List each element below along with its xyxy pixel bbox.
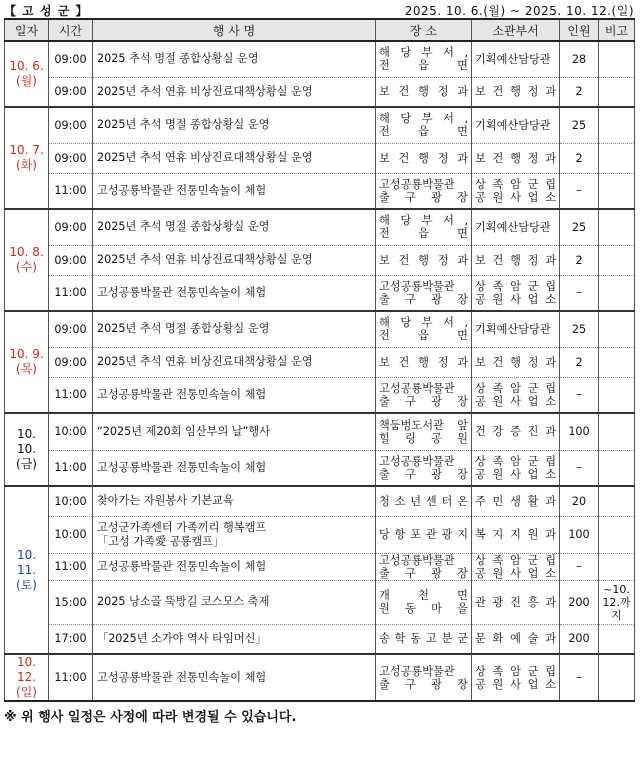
time-cell: 11:00 [49, 275, 93, 311]
place-cell: 해 당 부 서 , 전 읍 면 [376, 209, 472, 245]
time-cell: 11:00 [49, 450, 93, 486]
attendee-count-cell: 25 [560, 107, 599, 143]
time-cell: 11:00 [49, 377, 93, 413]
time-cell: 09:00 [49, 209, 93, 245]
col-time: 시간 [49, 19, 93, 41]
event-name-cell: 찾아가는 자원봉사 기본교육 [93, 486, 376, 516]
col-event: 행 사 명 [93, 19, 376, 41]
day-date-cell: 10. 12. (일) [5, 654, 49, 701]
place-cell: 해 당 부 서 , 전 읍 면 [376, 107, 472, 143]
time-cell: 09:00 [49, 245, 93, 275]
place-cell: 송 학 동 고 분 군 [376, 624, 472, 654]
time-cell: 09:00 [49, 107, 93, 143]
place-cell: 고성공룡박물관 출 구 광 장 [376, 553, 472, 580]
place-cell: 당 항 포 관 광 지 [376, 516, 472, 553]
table-row [5, 377, 635, 413]
department-cell: 기획예산담당관 [472, 311, 560, 347]
time-cell: 11:00 [49, 173, 93, 209]
note-cell [599, 654, 635, 701]
table-row [5, 311, 635, 347]
note-cell [599, 377, 635, 413]
note-cell [599, 143, 635, 173]
time-cell: 09:00 [49, 41, 93, 77]
department-cell: 보 건 행 정 과 [472, 347, 560, 377]
date-range: 2025. 10. 6.(월) ~ 2025. 10. 12.(일) [404, 4, 634, 18]
time-cell: 10:00 [49, 516, 93, 553]
attendee-count-cell: 100 [560, 516, 599, 553]
attendee-count-cell: – [560, 654, 599, 701]
table-row [5, 486, 635, 516]
time-cell: 09:00 [49, 143, 93, 173]
place-cell: 보 건 행 정 과 [376, 77, 472, 107]
day-date-cell: 10. 8. (수) [5, 209, 49, 311]
attendee-count-cell: 25 [560, 209, 599, 245]
attendee-count-cell: – [560, 553, 599, 580]
note-cell [599, 486, 635, 516]
place-cell: 고성공룡박물관 출 구 광 장 [376, 450, 472, 486]
col-date: 일자 [5, 19, 49, 41]
event-name-cell: 고성공룡박물관 전통민속놀이 체험 [93, 377, 376, 413]
place-cell: 해 당 부 서 , 전 읍 면 [376, 311, 472, 347]
event-name-cell: 고성공룡박물관 전통민속놀이 체험 [93, 173, 376, 209]
col-note: 비고 [599, 19, 635, 41]
note-cell [599, 624, 635, 654]
event-name-cell: 2025년 추석 연휴 비상진료대책상황실 운영 [93, 347, 376, 377]
col-count: 인원 [560, 19, 599, 41]
event-name-cell: 2025 추석 명절 종합상황실 운영 [93, 41, 376, 77]
table-row [5, 450, 635, 486]
attendee-count-cell: 2 [560, 245, 599, 275]
department-cell: 복 지 지 원 과 [472, 516, 560, 553]
table-row [5, 77, 635, 107]
table-row [5, 173, 635, 209]
place-cell: 보 건 행 정 과 [376, 347, 472, 377]
event-name-cell: 2025 낭소골 뚝방길 코스모스 축제 [93, 580, 376, 624]
department-cell: 관 광 진 흥 과 [472, 580, 560, 624]
note-cell [599, 450, 635, 486]
department-cell: 보 건 행 정 과 [472, 77, 560, 107]
department-cell: 건 강 증 진 과 [472, 413, 560, 450]
day-date-cell: 10. 10. (금) [5, 413, 49, 486]
table-row [5, 41, 635, 77]
department-cell: 상 족 암 군 립 공 원 사 업 소 [472, 173, 560, 209]
time-cell: 11:00 [49, 654, 93, 701]
department-cell: 보 건 행 정 과 [472, 245, 560, 275]
attendee-count-cell: – [560, 173, 599, 209]
place-cell: 고성공룡박물관 출 구 광 장 [376, 173, 472, 209]
event-name-cell: 고성공룡박물관 전통민속놀이 체험 [93, 553, 376, 580]
schedule-table [4, 18, 635, 702]
note-cell [599, 107, 635, 143]
attendee-count-cell: 200 [560, 580, 599, 624]
place-cell: 개 천 면 원 동 마 을 [376, 580, 472, 624]
note-cell [599, 413, 635, 450]
time-cell: 10:00 [49, 413, 93, 450]
day-date-cell: 10. 6. (월) [5, 41, 49, 107]
department-cell: 기획예산담당관 [472, 209, 560, 245]
table-row [5, 413, 635, 450]
department-cell: 기획예산담당관 [472, 41, 560, 77]
table-row [5, 580, 635, 624]
table-row [5, 143, 635, 173]
note-cell [599, 209, 635, 245]
time-cell: 09:00 [49, 77, 93, 107]
attendee-count-cell: 2 [560, 347, 599, 377]
attendee-count-cell: 200 [560, 624, 599, 654]
time-cell: 15:00 [49, 580, 93, 624]
note-cell [599, 77, 635, 107]
event-name-cell: 2025년 추석 연휴 비상진료대책상황실 운영 [93, 143, 376, 173]
note-cell: ~10. 12.까 지 [599, 580, 635, 624]
col-dept: 소관부서 [472, 19, 560, 41]
attendee-count-cell: 100 [560, 413, 599, 450]
table-row [5, 107, 635, 143]
department-cell: 보 건 행 정 과 [472, 143, 560, 173]
event-name-cell: 고성군가족센터 가족끼리 행복캠프 「고성 가족愛 공룡캠프」 [93, 516, 376, 553]
attendee-count-cell: – [560, 450, 599, 486]
place-cell: 청 소 년 센 터 온 [376, 486, 472, 516]
day-date-cell: 10. 9. (목) [5, 311, 49, 413]
day-date-cell: 10. 7. (화) [5, 107, 49, 209]
place-cell: 보 건 행 정 과 [376, 245, 472, 275]
time-cell: 09:00 [49, 311, 93, 347]
day-date-cell: 10. 11. (토) [5, 486, 49, 654]
note-cell [599, 41, 635, 77]
department-cell: 상 족 암 군 립 공 원 사 업 소 [472, 553, 560, 580]
place-cell: 보 건 행 정 과 [376, 143, 472, 173]
department-cell: 문 화 예 술 과 [472, 624, 560, 654]
footnote: ※ 위 행사 일정은 사정에 따라 변경될 수 있습니다. [4, 710, 297, 725]
attendee-count-cell: – [560, 377, 599, 413]
time-cell: 11:00 [49, 553, 93, 580]
event-name-cell: 「2025년 소가야 역사 타임머신」 [93, 624, 376, 654]
attendee-count-cell: 25 [560, 311, 599, 347]
place-cell: 고성공룡박물관 출 구 광 장 [376, 377, 472, 413]
note-cell [599, 311, 635, 347]
event-name-cell: 2025년 추석 연휴 비상진료대책상황실 운영 [93, 245, 376, 275]
attendee-count-cell: 2 [560, 77, 599, 107]
event-name-cell: “2025년 제20회 임산부의 날”행사 [93, 413, 376, 450]
header-row [5, 19, 635, 41]
attendee-count-cell: 2 [560, 143, 599, 173]
table-row [5, 624, 635, 654]
note-cell [599, 553, 635, 580]
attendee-count-cell: – [560, 275, 599, 311]
department-cell: 상 족 암 군 립 공 원 사 업 소 [472, 450, 560, 486]
event-name-cell: 2025년 추석 명절 종합상황실 운영 [93, 107, 376, 143]
note-cell [599, 245, 635, 275]
event-name-cell: 2025년 추석 명절 종합상황실 운영 [93, 209, 376, 245]
place-cell: 고성공룡박물관 출 구 광 장 [376, 654, 472, 701]
department-cell: 기획예산담당관 [472, 107, 560, 143]
attendee-count-cell: 28 [560, 41, 599, 77]
table-row [5, 553, 635, 580]
time-cell: 10:00 [49, 486, 93, 516]
table-row [5, 347, 635, 377]
attendee-count-cell: 20 [560, 486, 599, 516]
event-name-cell: 고성공룡박물관 전통민속놀이 체험 [93, 275, 376, 311]
table-row [5, 275, 635, 311]
place-cell: 책둠벙도서관 앞 힐 링 공 원 [376, 413, 472, 450]
event-name-cell: 고성공룡박물관 전통민속놀이 체험 [93, 450, 376, 486]
place-cell: 고성공룡박물관 출 구 광 장 [376, 275, 472, 311]
table-row [5, 209, 635, 245]
schedule-body [5, 41, 635, 701]
department-cell: 상 족 암 군 립 공 원 사 업 소 [472, 377, 560, 413]
col-place: 장 소 [376, 19, 472, 41]
department-cell: 상 족 암 군 립 공 원 사 업 소 [472, 275, 560, 311]
place-cell: 해 당 부 서 , 전 읍 면 [376, 41, 472, 77]
time-cell: 09:00 [49, 347, 93, 377]
note-cell [599, 516, 635, 553]
department-cell: 주 민 생 활 과 [472, 486, 560, 516]
note-cell [599, 173, 635, 209]
event-name-cell: 2025년 추석 연휴 비상진료대책상황실 운영 [93, 77, 376, 107]
note-cell [599, 347, 635, 377]
time-cell: 17:00 [49, 624, 93, 654]
table-row [5, 516, 635, 553]
note-cell [599, 275, 635, 311]
region-title: 【 고 성 군 】 [4, 4, 89, 18]
table-row [5, 654, 635, 701]
event-name-cell: 2025년 추석 명절 종합상황실 운영 [93, 311, 376, 347]
department-cell: 상 족 암 군 립 공 원 사 업 소 [472, 654, 560, 701]
table-row [5, 245, 635, 275]
event-name-cell: 고성공룡박물관 전통민속놀이 체험 [93, 654, 376, 701]
page-header [0, 0, 640, 18]
